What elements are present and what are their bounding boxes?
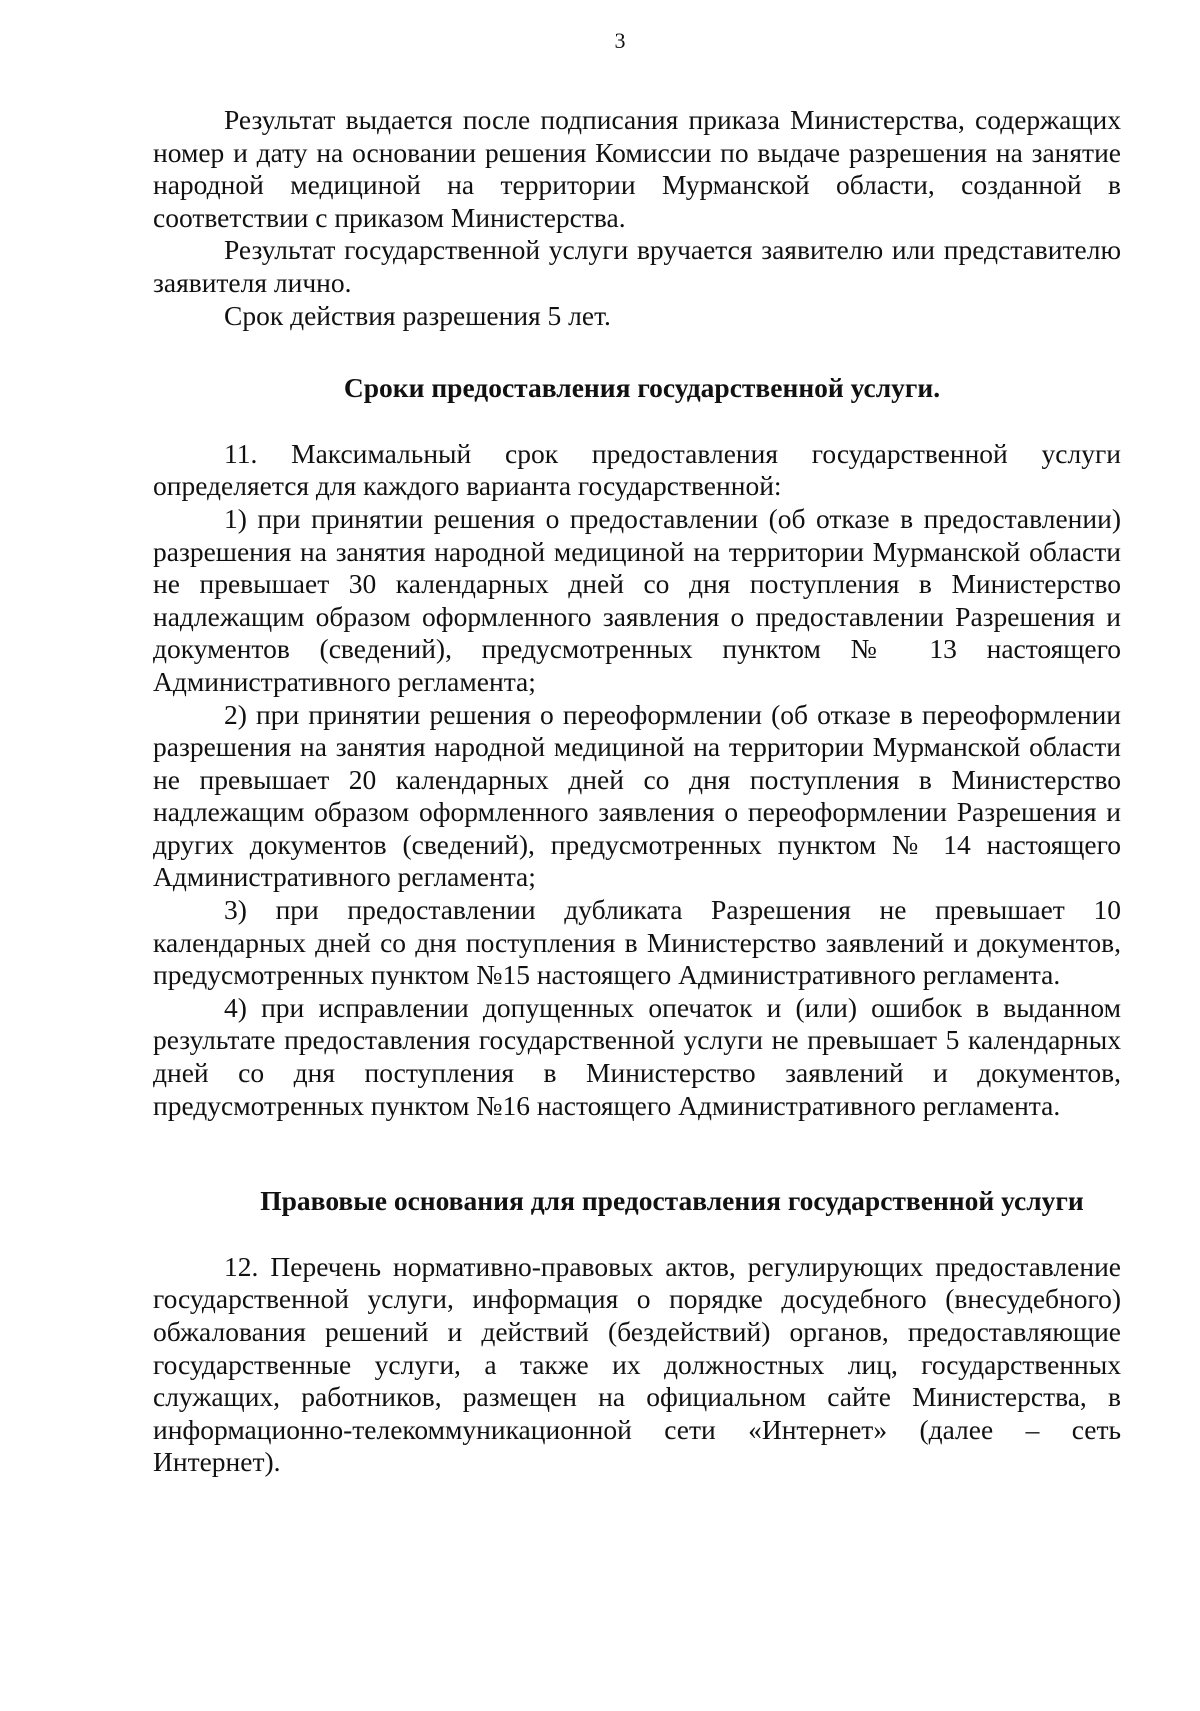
paragraph-validity-period: Срок действия разрешения 5 лет. bbox=[224, 299, 611, 331]
paragraph-item-11: 11. Максимальный срок предоставления государственной услуги определяется для каждого варианта государственной: bbox=[153, 437, 1121, 502]
paragraph-subitem-1: 1) при принятии решения о предоставлении (об отказе в предоставлении) разрешения на занятия народной медициной на территории Мурманской области не превышает 30 календарных дней со дня поступления в Министерство надлежащим образом оформленного заявления о предоставлении Разрешения и документов (сведений), предусмотренных пунктом № 13 настоящего Административного регламента; bbox=[153, 502, 1121, 697]
paragraph-item-12: 12. Перечень нормативно-правовых актов, регулирующих предоставление государственной услуги, информация о порядке досудебного (внесудебного) обжалования решений и действий (бездействий) органов, предоставляющие государственные услуги, а также их должностных лиц, государственных служащих, работников, размещен на официальном сайте Министерства, в информационно-телекоммуникационной сети «Интернет» (далее – сеть Интернет). bbox=[153, 1250, 1121, 1478]
paragraph-result-issuance: Результат выдается после подписания приказа Министерства, содержащих номер и дату на основании решения Комиссии по выдаче разрешения на занятие народной медициной на территории Мурманской области, созданной в соответствии с приказом Министерства. bbox=[153, 104, 1121, 233]
paragraph-result-delivery: Результат государственной услуги вручается заявителю или представителю заявителя лично. bbox=[153, 234, 1121, 298]
section-heading-terms: Сроки предоставления государственной услуги. bbox=[343, 372, 941, 404]
document-body bbox=[153, 104, 1121, 1479]
paragraph-subitem-2: 2) при принятии решения о переоформлении (об отказе в переоформлении разрешения на занятия народной медициной на территории Мурманской области не превышает 20 календарных дней со дня поступления в Министерство надлежащим образом оформленного заявления о переоформлении Разрешения и других документов (сведений), предусмотренных пунктом № 14 настоящего Административного регламента; bbox=[153, 698, 1121, 893]
page-number: 3 bbox=[614, 28, 626, 53]
paragraph-subitem-3: 3) при предоставлении дубликата Разрешения не превышает 10 календарных дней со дня поступления в Министерство заявлений и документов, предусмотренных пунктом №15 настоящего Административного регламента. bbox=[153, 894, 1121, 991]
paragraph-subitem-4: 4) при исправлении допущенных опечаток и (или) ошибок в выданном результате предоставления государственной услуги не превышает 5 календарных дней со дня поступления в Министерство заявлений и документов, предусмотренных пунктом №16 настоящего Административного регламента. bbox=[153, 991, 1121, 1121]
section-heading-legal-basis: Правовые основания для предоставления государственной услуги bbox=[260, 1185, 1084, 1217]
